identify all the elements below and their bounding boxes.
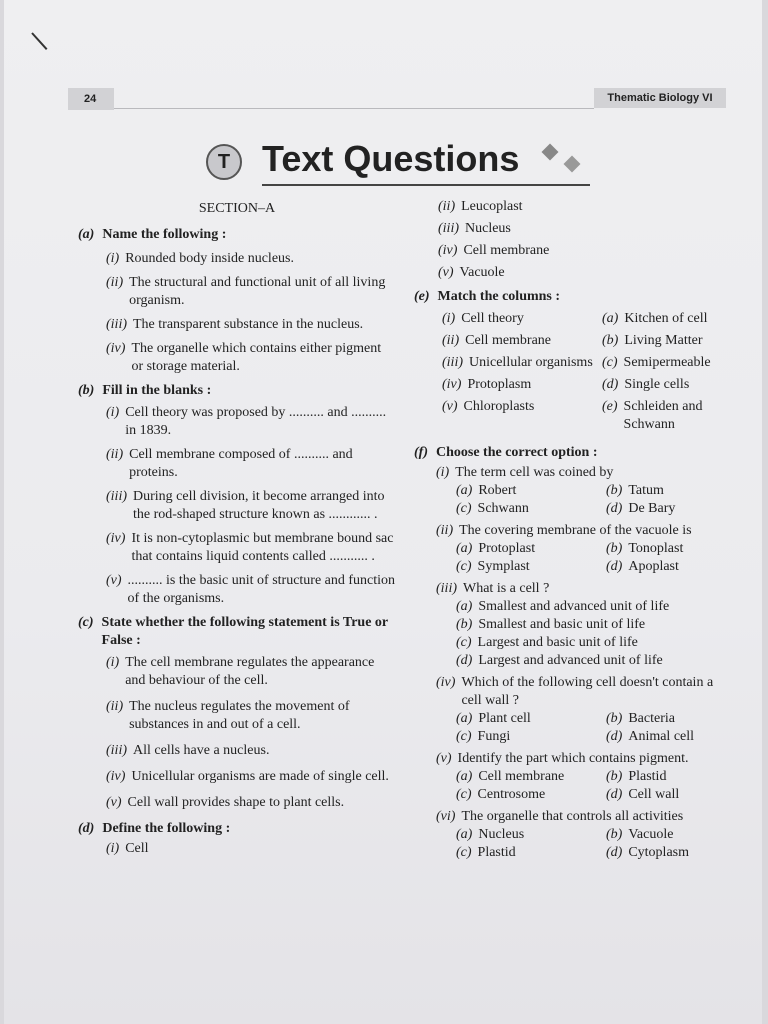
option-text: Plastid — [477, 845, 516, 860]
list-item — [106, 274, 396, 310]
section-title — [204, 138, 604, 192]
item-text: The organelle that controls all activities — [461, 809, 684, 824]
list-item — [438, 220, 724, 238]
option-letter: (d) — [456, 653, 473, 668]
option-letter: (c) — [456, 729, 472, 744]
option-text: Fungi — [477, 729, 511, 744]
mcq-question — [436, 580, 724, 670]
item-number: (v) — [106, 795, 122, 810]
diamond-icon — [542, 144, 559, 161]
match-left — [442, 376, 602, 394]
question-c-heading: (c) State whether the following statement is True or False : — [78, 615, 388, 648]
item-number: (iii) — [442, 355, 463, 370]
mcq-option — [606, 768, 756, 786]
mcq-option — [606, 558, 756, 576]
list-item — [106, 530, 396, 566]
match-row — [442, 398, 724, 434]
item-number: (iv) — [106, 341, 126, 356]
list-item — [106, 316, 396, 334]
item-text: The structural and functional unit of all living organism. — [129, 275, 386, 308]
right-column — [414, 198, 724, 866]
option-text: Bacteria — [628, 711, 675, 726]
match-right — [602, 398, 752, 434]
option-text: Centrosome — [477, 787, 546, 802]
question-d-items-continued — [438, 198, 724, 282]
mcq-option — [456, 500, 606, 518]
mcq-option — [456, 540, 606, 558]
mcq-option — [456, 786, 606, 804]
mcq-options — [456, 540, 724, 576]
match-row — [442, 332, 724, 350]
item-number: (e) — [602, 399, 618, 414]
option-letter: (c) — [456, 559, 472, 574]
item-number: (ii) — [106, 699, 124, 714]
item-text: The cell membrane regulates the appearance and behaviour of the cell. — [125, 655, 375, 688]
item-text: Unicellular organisms are made of single cell. — [131, 769, 389, 784]
item-text: .......... is the basic unit of structure and function of the organisms. — [127, 573, 396, 606]
option-letter: (d) — [606, 501, 623, 516]
mcq-option — [606, 500, 756, 518]
option-letter: (b) — [606, 541, 623, 556]
item-number: (c) — [602, 355, 618, 370]
option-letter: (b) — [606, 769, 623, 784]
mcq-question — [436, 464, 724, 518]
option-letter: (d) — [606, 559, 623, 574]
question-a-heading: (a) Name the following : — [78, 227, 227, 242]
question-a-items — [106, 250, 396, 376]
item-number: (v) — [436, 751, 452, 766]
option-letter: (c) — [456, 845, 472, 860]
list-item — [106, 654, 396, 690]
item-text: Cell membrane — [465, 333, 552, 348]
item-number: (v) — [442, 399, 458, 414]
item-text: The organelle which contains either pigment or storage material. — [131, 341, 382, 374]
item-number: (ii) — [106, 447, 124, 462]
list-item — [106, 340, 396, 376]
option-text: Cytoplasm — [628, 845, 689, 860]
option-letter: (c) — [456, 501, 472, 516]
mcq-question — [436, 674, 724, 746]
item-number: (i) — [106, 655, 120, 670]
item-number: (iii) — [438, 221, 459, 236]
match-left — [442, 398, 602, 434]
option-letter: (c) — [456, 787, 472, 802]
item-number: (a) — [602, 311, 619, 326]
item-number: (iii) — [106, 317, 127, 332]
mcq-option — [456, 558, 606, 576]
match-right — [602, 376, 752, 394]
question-b-items — [106, 404, 396, 608]
list-item — [106, 488, 396, 524]
mcq-option — [456, 728, 606, 746]
option-letter: (d) — [606, 787, 623, 802]
option-text: Plastid — [628, 769, 667, 784]
mcq-option — [606, 844, 756, 862]
option-letter: (b) — [606, 711, 623, 726]
mcq-option — [456, 826, 606, 844]
item-text: During cell division, it become arranged into the rod-shaped structure known as ............ . — [133, 489, 385, 522]
option-letter: (b) — [606, 483, 623, 498]
option-text: Largest and advanced unit of life — [478, 653, 663, 668]
page-number: 24 — [68, 88, 114, 110]
left-column — [78, 198, 396, 860]
title-text: Text Questions — [262, 138, 520, 179]
option-text: Protoplast — [478, 541, 536, 556]
item-number: (iv) — [436, 675, 456, 690]
option-text: Nucleus — [478, 827, 525, 842]
mcq-option — [456, 768, 606, 786]
item-number: (i) — [442, 311, 456, 326]
item-text: Nucleus — [465, 221, 511, 236]
mcq-options — [456, 710, 724, 746]
mcq-option — [606, 540, 756, 558]
book-title: Thematic Biology VI — [594, 88, 726, 108]
mcq-option — [456, 598, 724, 616]
item-number: (iv) — [106, 531, 126, 546]
item-text: Single cells — [624, 377, 690, 392]
item-text: Cell wall provides shape to plant cells. — [127, 795, 345, 810]
item-text: The term cell was coined by — [455, 465, 614, 480]
question-d-heading: (d) Define the following : — [78, 821, 231, 836]
option-text: Plant cell — [478, 711, 531, 726]
option-letter: (a) — [456, 827, 473, 842]
item-number: (d) — [602, 377, 619, 392]
list-item — [106, 794, 396, 812]
match-right — [602, 310, 752, 328]
option-text: Robert — [478, 483, 517, 498]
header-rule — [114, 108, 594, 109]
item-number: (i) — [106, 251, 120, 266]
item-number: (b) — [602, 333, 619, 348]
match-right — [602, 354, 752, 372]
mcq-option — [456, 634, 724, 652]
item-number: (vi) — [436, 809, 456, 824]
mcq-stem — [436, 674, 724, 710]
item-text: Vacuole — [459, 265, 505, 280]
list-item — [438, 198, 724, 216]
item-number: (iv) — [438, 243, 458, 258]
item-text: Cell membrane — [463, 243, 550, 258]
mcq-stem — [436, 750, 724, 768]
list-item — [106, 840, 396, 858]
list-item — [106, 768, 396, 786]
question-c-items — [106, 654, 396, 812]
mcq-question — [436, 522, 724, 576]
option-letter: (b) — [606, 827, 623, 842]
mcq-option — [606, 482, 756, 500]
item-number: (v) — [438, 265, 454, 280]
option-text: Vacuole — [628, 827, 674, 842]
item-number: (i) — [436, 465, 450, 480]
item-text: Protoplasm — [467, 377, 532, 392]
section-label: SECTION–A — [198, 201, 276, 216]
mcq-question — [436, 808, 724, 862]
list-item — [106, 404, 396, 440]
option-letter: (a) — [456, 769, 473, 784]
option-letter: (b) — [456, 617, 473, 632]
mcq-option — [456, 616, 724, 634]
question-e-heading: (e) Match the columns : — [414, 289, 561, 304]
list-item — [106, 446, 396, 482]
mcq-options — [456, 598, 724, 670]
option-text: Cell membrane — [478, 769, 565, 784]
title-underline — [262, 184, 590, 186]
mcq-option — [606, 786, 756, 804]
mcq-stem — [436, 580, 724, 598]
option-text: Smallest and advanced unit of life — [478, 599, 670, 614]
item-text: Cell — [125, 841, 149, 856]
match-left — [442, 310, 602, 328]
item-text: The transparent substance in the nucleus. — [133, 317, 364, 332]
item-text: Kitchen of cell — [624, 311, 708, 326]
item-text: Unicellular organisms — [469, 355, 593, 370]
item-number: (iii) — [106, 743, 127, 758]
match-row — [442, 310, 724, 328]
option-letter: (a) — [456, 599, 473, 614]
list-item — [106, 250, 396, 268]
item-number: (i) — [106, 841, 120, 856]
item-number: (ii) — [106, 275, 124, 290]
mcq-option — [456, 844, 606, 862]
option-text: Schwann — [477, 501, 529, 516]
option-letter: (a) — [456, 541, 473, 556]
item-text: Cell membrane composed of .......... and proteins. — [129, 447, 353, 480]
option-text: Animal cell — [628, 729, 695, 744]
question-b-heading: (b) Fill in the blanks : — [78, 383, 212, 398]
option-text: Symplast — [477, 559, 530, 574]
list-item — [106, 698, 396, 734]
list-item — [106, 742, 396, 760]
mcq-option — [606, 710, 756, 728]
item-text: Leucoplast — [461, 199, 523, 214]
option-letter: (d) — [606, 729, 623, 744]
option-letter: (c) — [456, 635, 472, 650]
mcq-option — [456, 652, 724, 670]
mcq-option — [456, 710, 606, 728]
question-d-items — [106, 840, 396, 858]
item-text: All cells have a nucleus. — [133, 743, 270, 758]
item-text: What is a cell ? — [463, 581, 550, 596]
pen-mark — [31, 32, 47, 50]
option-letter: (a) — [456, 483, 473, 498]
list-item — [438, 242, 724, 260]
match-row — [442, 354, 724, 372]
mcq-option — [456, 482, 606, 500]
item-number: (ii) — [438, 199, 456, 214]
match-left — [442, 332, 602, 350]
option-letter: (a) — [456, 711, 473, 726]
item-text: Cell theory — [461, 311, 524, 326]
book-page — [4, 0, 762, 1024]
option-text: Largest and basic unit of life — [477, 635, 638, 650]
item-number: (ii) — [436, 523, 454, 538]
item-text: Living Matter — [624, 333, 703, 348]
item-text: Cell theory was proposed by .......... and .......... in 1839. — [125, 405, 387, 438]
item-number: (iv) — [442, 377, 462, 392]
mcq-list — [436, 464, 724, 862]
item-number: (v) — [106, 573, 122, 588]
mcq-options — [456, 768, 724, 804]
item-text: It is non-cytoplasmic but membrane bound sac that contains liquid contents called ........... . — [131, 531, 394, 564]
item-number: (i) — [106, 405, 120, 420]
text-questions-icon: T — [206, 144, 242, 180]
mcq-question — [436, 750, 724, 804]
list-item — [438, 264, 724, 282]
item-number: (ii) — [442, 333, 460, 348]
item-text: Rounded body inside nucleus. — [125, 251, 294, 266]
item-text: The nucleus regulates the movement of substances in and out of a cell. — [129, 699, 350, 732]
question-f-heading: (f) Choose the correct option : — [414, 445, 598, 460]
match-right — [602, 332, 752, 350]
item-text: Chloroplasts — [463, 399, 535, 414]
item-number: (iii) — [106, 489, 127, 504]
option-text: Smallest and basic unit of life — [478, 617, 646, 632]
mcq-stem — [436, 464, 724, 482]
option-text: Tatum — [628, 483, 664, 498]
item-text: Identify the part which contains pigment. — [457, 751, 689, 766]
option-text: Tonoplast — [628, 541, 684, 556]
item-number: (iii) — [436, 581, 457, 596]
mcq-options — [456, 826, 724, 862]
match-left — [442, 354, 602, 372]
mcq-stem — [436, 808, 724, 826]
item-number: (iv) — [106, 769, 126, 784]
item-text: Which of the following cell doesn't contain a cell wall ? — [461, 675, 714, 708]
option-text: Cell wall — [628, 787, 680, 802]
mcq-options — [456, 482, 724, 518]
item-text: The covering membrane of the vacuole is — [459, 523, 692, 538]
mcq-option — [606, 826, 756, 844]
option-text: De Bary — [628, 501, 676, 516]
option-text: Apoplast — [628, 559, 679, 574]
match-row — [442, 376, 724, 394]
match-columns — [442, 310, 724, 434]
diamond-icon — [564, 156, 581, 173]
option-letter: (d) — [606, 845, 623, 860]
item-text: Semipermeable — [623, 355, 711, 370]
mcq-option — [606, 728, 756, 746]
list-item — [106, 572, 396, 608]
mcq-stem — [436, 522, 724, 540]
item-text: Schleiden and Schwann — [623, 399, 703, 432]
